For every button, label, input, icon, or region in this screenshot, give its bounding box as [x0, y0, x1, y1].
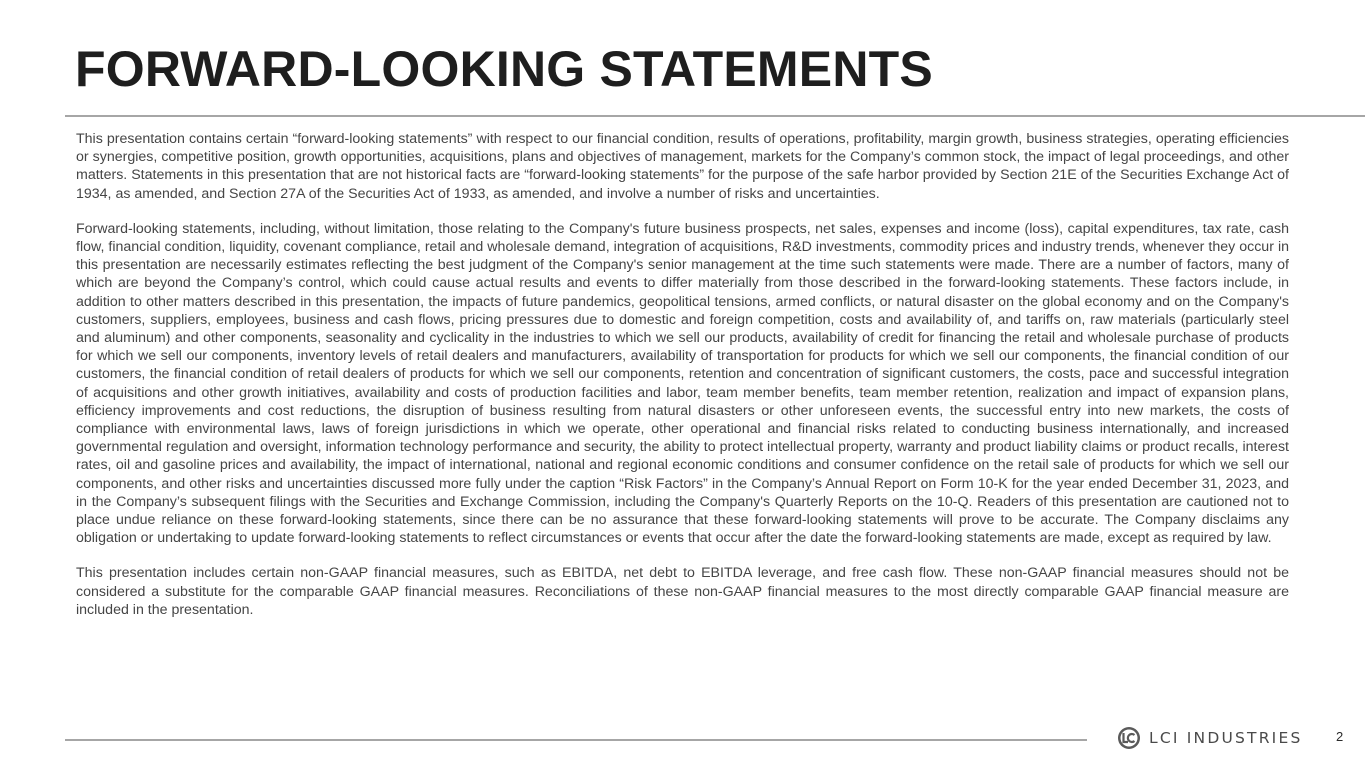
footer-divider: [65, 739, 1087, 741]
slide-body: [76, 130, 1289, 636]
slide-title: FORWARD-LOOKING STATEMENTS: [75, 41, 933, 97]
page-number: 2: [1336, 729, 1344, 744]
paragraph-risk-factors: Forward-looking statements, including, without limitation, those relating to the Company's future business prospects, net sales, expenses and income (loss), capital expenditures, tax rate, cash flow, financial condition, liquidity, covenant compliance, retail and wholesale demand, integration of acquisitions, R&D investments, commodity prices and industry trends, whenever they occur in this presentation are necessarily estimates reflecting the best judgment of the Company's senior management at the time such statements were made. There are a number of factors, many of which are beyond the Company’s control, which could cause actual results and events to differ materially from those described in the forward-looking statements. These factors include, in addition to other matters described in this presentation, the impacts of future pandemics, geopolitical tensions, armed conflicts, or natural disaster on the global economy and on the Company's customers, suppliers, employees, business and cash flows, pricing pressures due to domestic and foreign competition, costs and availability of, and tariffs on, raw materials (particularly steel and aluminum) and other components, seasonality and cyclicality in the industries to which we sell our products, availability of credit for financing the retail and wholesale purchase of products for which we sell our components, inventory levels of retail dealers and manufacturers, availability of transportation for products for which we sell our components, the financial condition of our customers, the financial condition of retail dealers of products for which we sell our components, retention and concentration of significant customers, the costs, pace and successful integration of acquisitions and other growth initiatives, availability and costs of production facilities and labor, team member benefits, team member retention, realization and impact of expansion plans, efficiency improvements and cost reductions, the disruption of business resulting from natural disasters or other unforeseen events, the successful entry into new markets, the costs of compliance with environmental laws, laws of foreign jurisdictions in which we operate, other operational and financial risks related to conducting business internationally, and increased governmental regulation and oversight, information technology performance and security, the ability to protect intellectual property, warranty and product liability claims or product recalls, interest rates, oil and gasoline prices and availability, the impact of international, national and regional economic conditions and consumer confidence on the retail sale of products for which we sell our components, and other risks and uncertainties discussed more fully under the caption “Risk Factors” in the Company’s Annual Report on Form 10-K for the year ended December 31, 2023, and in the Company’s subsequent filings with the Securities and Exchange Commission, including the Company's Quarterly Reports on the 10-Q. Readers of this presentation are cautioned not to place undue reliance on these forward-looking statements, since there can be no assurance that these forward-looking statements will prove to be accurate. The Company disclaims any obligation or undertaking to update forward-looking statements to reflect circumstances or events that occur after the date the forward-looking statements are made, except as required by law.: [76, 220, 1289, 547]
lci-logo-icon: [1117, 726, 1141, 750]
paragraph-non-gaap: This presentation includes certain non-GAAP financial measures, such as EBITDA, net debt to EBITDA leverage, and free cash flow. These non-GAAP financial measures should not be considered a substitute for the comparable GAAP financial measures. Reconciliations of these non-GAAP financial measures to the most directly comparable GAAP financial measure are included in the presentation.: [76, 565, 1289, 618]
company-logo: [1117, 725, 1302, 751]
title-divider: [65, 115, 1365, 117]
logo-wordmark: LCI INDUSTRIES: [1149, 729, 1303, 747]
paragraph-forward-looking-intro: This presentation contains certain “forward-looking statements” with respect to our financial condition, results of operations, profitability, margin growth, business strategies, operating efficiencies or synergies, competitive position, growth opportunities, acquisitions, plans and objectives of management, markets for the Company’s common stock, the impact of legal proceedings, and other matters. Statements in this presentation that are not historical facts are “forward-looking statements” for the purpose of the safe harbor provided by Section 21E of the Securities Exchange Act of 1934, as amended, and Section 27A of the Securities Act of 1933, as amended, and involve a number of risks and uncertainties.: [76, 131, 1289, 202]
